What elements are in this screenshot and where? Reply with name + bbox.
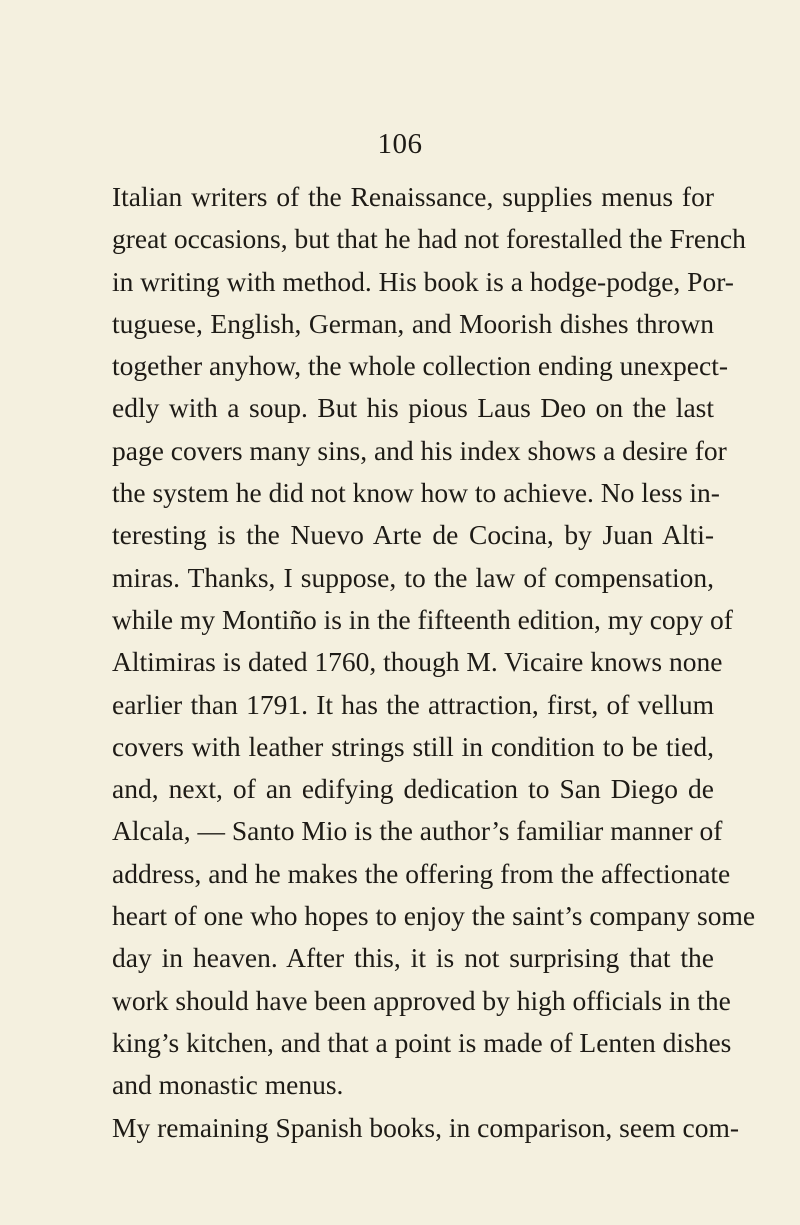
text-line: tuguese, English, German, and Moorish dishes thrown (112, 307, 714, 339)
text-line: page covers many sins, and his index shows a desire for (112, 434, 727, 466)
text-line: king’s kitchen, and that a point is made of Lenten dishes (112, 1026, 732, 1058)
text-line: covers with leather strings still in condition to be tied, (112, 730, 714, 762)
text-line: heart of one who hopes to enjoy the saint’s company some (112, 900, 756, 932)
text-line: day in heaven. After this, it is not surprising that the (112, 942, 714, 974)
text-line: teresting is the Nuevo Arte de Cocina, by Juan Alti- (112, 519, 714, 551)
text-line: work should have been approved by high officials in the (112, 984, 731, 1016)
text-line: address, and he makes the offering from the affectionate (112, 857, 731, 889)
text-line: great occasions, but that he had not forestalled the French (112, 223, 746, 255)
text-line: while my Montiño is in the fifteenth edition, my copy of (112, 603, 733, 635)
text-line: Alcala, — Santo Mio is the author’s familiar manner of (112, 815, 723, 847)
text-line: edly with a soup. But his pious Laus Deo on the last (112, 392, 714, 424)
text-line: Italian writers of the Renaissance, supplies menus for (112, 181, 714, 212)
text-line: the system he did not know how to achieve. No less in- (112, 477, 720, 509)
text-line: together anyhow, the whole collection ending unexpect- (112, 350, 728, 382)
text-line: in writing with method. His book is a hodge-podge, Por- (112, 265, 734, 297)
text-line: My remaining Spanish books, in comparison, seem com- (112, 1111, 740, 1143)
text-line: miras. Thanks, I suppose, to the law of compensation, (112, 561, 714, 593)
text-line: and monastic menus. (112, 1069, 344, 1101)
page-number: 106 (377, 128, 423, 160)
text-line: and, next, of an edifying dedication to San Diego de (112, 773, 714, 805)
body-text (112, 176, 756, 1149)
text-line: earlier than 1791. It has the attraction, first, of vellum (112, 688, 714, 720)
text-line: Altimiras is dated 1760, though M. Vicaire knows none (112, 646, 723, 678)
